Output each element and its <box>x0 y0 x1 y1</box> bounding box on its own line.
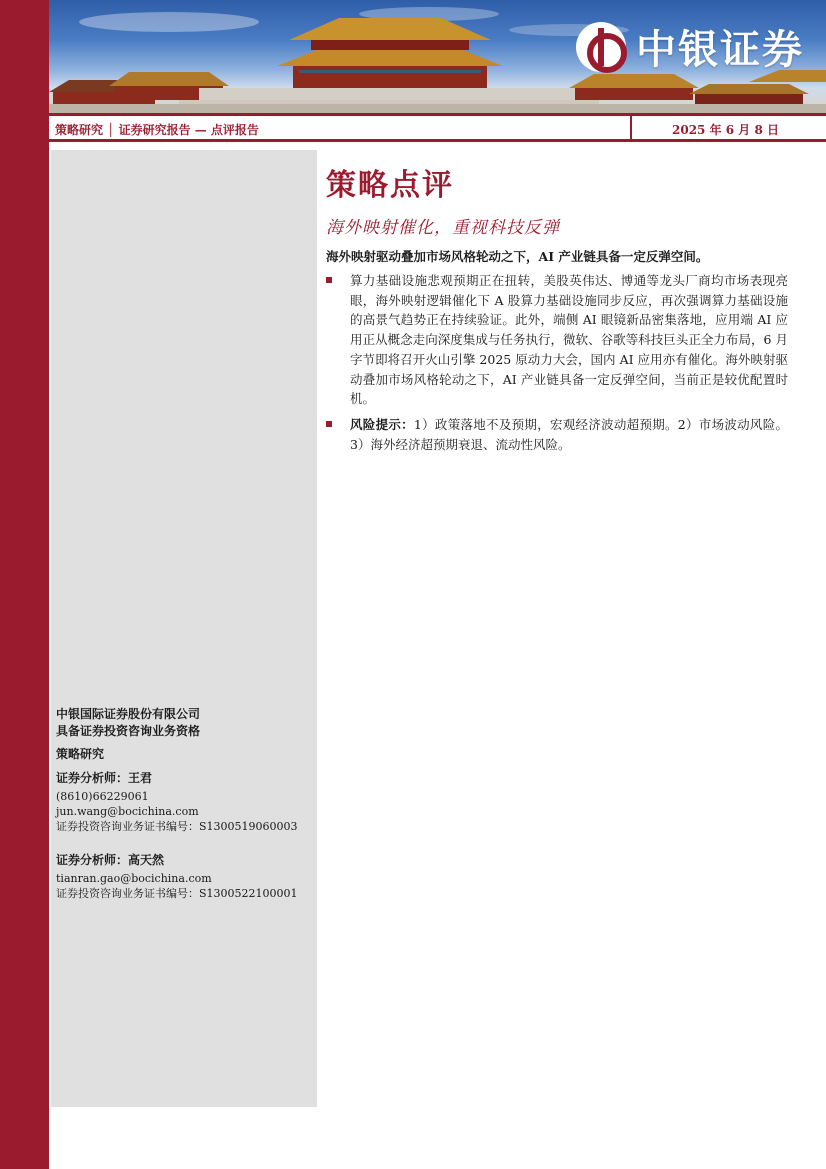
analyst-card <box>56 771 314 834</box>
square-bullet-icon <box>326 277 332 283</box>
company-qualification: 具备证券投资咨询业务资格 <box>56 724 201 738</box>
header-strip <box>49 116 826 142</box>
square-bullet-icon <box>326 421 332 427</box>
report-title: 策略点评 <box>326 168 454 203</box>
analyst-email[interactable]: tianran.gao@bocichina.com <box>56 872 212 885</box>
brand-logo <box>576 18 804 75</box>
department: 策略研究 <box>56 747 105 761</box>
bullet-text: 1）政策落地不及预期，宏观经济波动超预期。2）市场波动风险。3）海外经济超预期衰退、流动性风险。 <box>350 416 788 452</box>
left-accent-bar <box>0 0 49 1169</box>
analyst-email[interactable]: jun.wang@bocichina.com <box>56 805 199 818</box>
date-box <box>630 113 826 142</box>
header-banner <box>49 0 826 113</box>
boc-logo-icon <box>576 22 626 72</box>
report-subtitle: 海外映射催化，重视科技反弹 <box>326 218 560 238</box>
analyst-license: 证券投资咨询业务证书编号：S1300519060003 <box>56 820 298 833</box>
bullet-text: 算力基础设施悲观预期正在扭转，美股英伟达、博通等龙头厂商均市场表现亮眼，海外映射逻辑催化下 A 股算力基础设施同步反应，再次强调算力基础设施的高景气趋势正在持续验证。此外，端侧 AI 眼镜新品密集落地，应用端 AI 应用正从概念走向深度集成与任务执行，微软、谷歌等科技巨头正全力布局，6 月字节即将召开火山引擎 2025 原动力大会，国内 AI 应用亦有催化。海外映射驱动叠加市场风格轮动之下，AI 产业链具备一定反弹空间，当前正是较优配置时机。 <box>350 273 788 407</box>
bullet-item <box>326 415 788 454</box>
bullet-item <box>326 271 788 409</box>
analyst-license: 证券投资咨询业务证书编号：S1300522100001 <box>56 887 298 900</box>
report-body <box>326 160 788 460</box>
report-date: 2025 年 6 月 8 日 <box>672 123 779 137</box>
analyst-card <box>56 853 314 901</box>
analyst-name: 证券分析师：王君 <box>56 771 153 785</box>
analyst-phone: (8610)66229061 <box>56 790 149 803</box>
report-category-breadcrumb: 策略研究 │ 证券研究报告 — 点评报告 <box>55 123 259 137</box>
company-name: 中银国际证券股份有限公司 <box>56 707 201 721</box>
report-summary: 海外映射驱动叠加市场风格轮动之下，AI 产业链具备一定反弹空间。 <box>326 249 709 264</box>
risk-label: 风险提示： <box>350 416 414 432</box>
sidebar-panel <box>51 150 317 1107</box>
brand-name: 中银证券 <box>636 27 804 73</box>
company-info <box>56 706 314 740</box>
analyst-name: 证券分析师：高天然 <box>56 853 165 867</box>
bullet-list <box>326 271 788 454</box>
